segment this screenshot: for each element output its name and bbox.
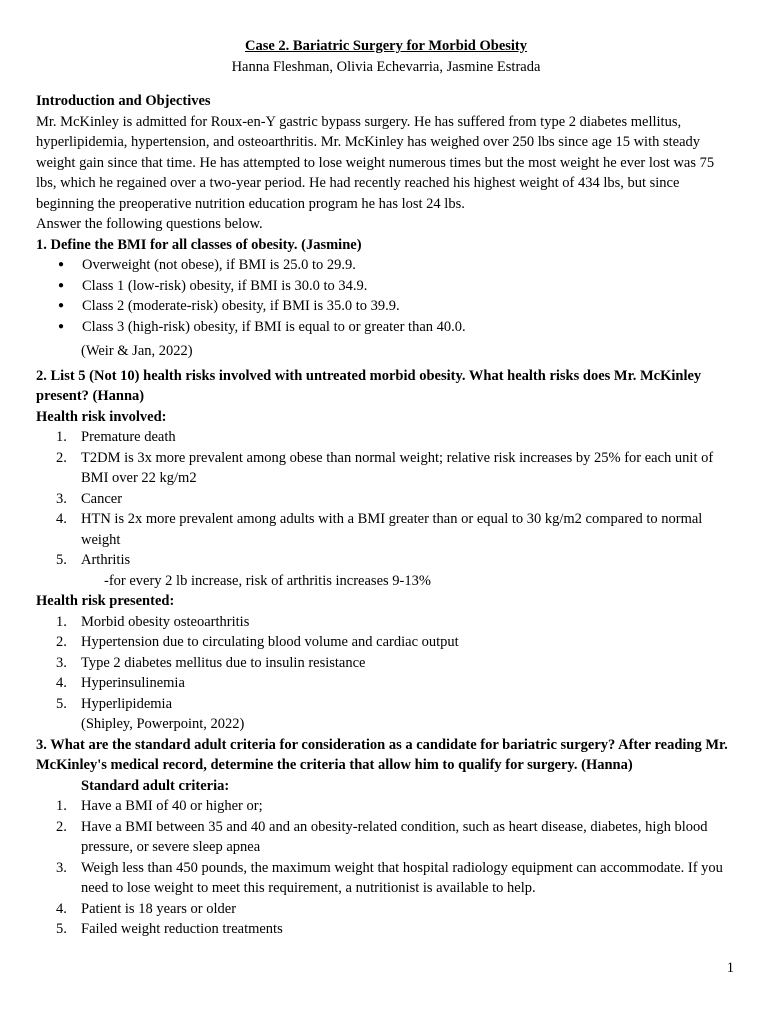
question-3-heading: 3. What are the standard adult criteria for consideration as a candidate for bariatric surgery? After reading Mr. McKinley's medical record, determine the criteria that allow him to qualify for surgery. (Hanna) [36,736,728,773]
list-item: 2. Have a BMI between 35 and 40 and an obesity-related condition, such as heart disease, diabetes, high blood pressure, or severe sleep apnea [56,818,708,855]
list-item: ● Class 2 (moderate-risk) obesity, if BMI is 35.0 to 39.9. [36,296,736,317]
list-item: 3. Type 2 diabetes mellitus due to insulin resistance [56,654,366,671]
list-item: 1. Morbid obesity osteoarthritis [56,613,250,630]
bmi-class-list [36,255,736,337]
list-item: ● Class 1 (low-risk) obesity, if BMI is 30.0 to 34.9. [36,276,736,297]
list-item: ● Overweight (not obese), if BMI is 25.0 to 29.9. [36,255,736,276]
list-item: 5. Failed weight reduction treatments [56,921,283,937]
page-number: 1 [726,960,734,976]
document-body [36,36,736,940]
health-risk-presented-heading: Health risk presented: [36,593,175,609]
document-authors: Hanna Fleshman, Olivia Echevarria, Jasmine Estrada [231,58,541,75]
arthritis-note: -for every 2 lb increase, risk of arthritis increases 9-13% [104,572,431,589]
list-item: 4. HTN is 2x more prevalent among adults with a BMI greater than or equal to 30 kg/m2 compared to normal weight [56,511,703,548]
list-item: 5. Arthritis [56,552,131,568]
health-risk-presented-list [36,612,736,715]
list-item: 4. Hyperinsulinemia [56,675,185,691]
list-item: 3. Cancer [56,490,123,507]
standard-criteria-heading: Standard adult criteria: [81,777,230,794]
list-item: 5. Hyperlipidemia [56,695,173,712]
list-item: ● Class 3 (high-risk) obesity, if BMI is equal to or greater than 40.0. [36,317,736,338]
standard-criteria-list [36,796,736,940]
list-item: 1. Have a BMI of 40 or higher or; [56,798,263,814]
health-risk-involved-list [36,427,736,571]
question-1-heading: 1. Define the BMI for all classes of obesity. (Jasmine) [36,236,362,253]
list-item: 3. Weigh less than 450 pounds, the maximum weight that hospital radiology equipment can accommodate. If you need to lose weight to meet this requirement, a nutritionist is available to help. [56,859,723,896]
list-item: 4. Patient is 18 years or older [56,900,237,917]
question-2-citation: (Shipley, Powerpoint, 2022) [81,716,245,732]
list-item: 2. T2DM is 3x more prevalent among obese than normal weight; relative risk increases by 25% for each unit of BMI over 22 kg/m2 [56,449,714,486]
intro-heading: Introduction and Objectives [36,93,211,109]
intro-instruction: Answer the following questions below. [36,216,263,232]
document-title: Case 2. Bariatric Surgery for Morbid Obesity [244,38,528,54]
intro-paragraph: Mr. McKinley is admitted for Roux-en-Y gastric bypass surgery. He has suffered from type 2 diabetes mellitus, hyperlipidemia, hypertension, and osteoarthritis. Mr. McKinley has weighed over 250 lbs since age 15 with steady weight gain since that time. He has attempted to lose weight numerous times but the most weight he ever lost was 75 lbs, which he regained over a two-year period. He had recently reached his highest weight of 434 lbs, but since beginning the preoperative nutrition education program he has lost 24 lbs. [36,113,715,212]
question-1-citation: (Weir & Jan, 2022) [81,343,193,359]
question-2-heading: 2. List 5 (Not 10) health risks involved with untreated morbid obesity. What health risks does Mr. McKinley present? (Hanna) [36,367,702,404]
list-item: 2. Hypertension due to circulating blood volume and cardiac output [56,634,459,650]
health-risk-involved-heading: Health risk involved: [36,408,167,425]
list-item: 1. Premature death [56,429,176,445]
